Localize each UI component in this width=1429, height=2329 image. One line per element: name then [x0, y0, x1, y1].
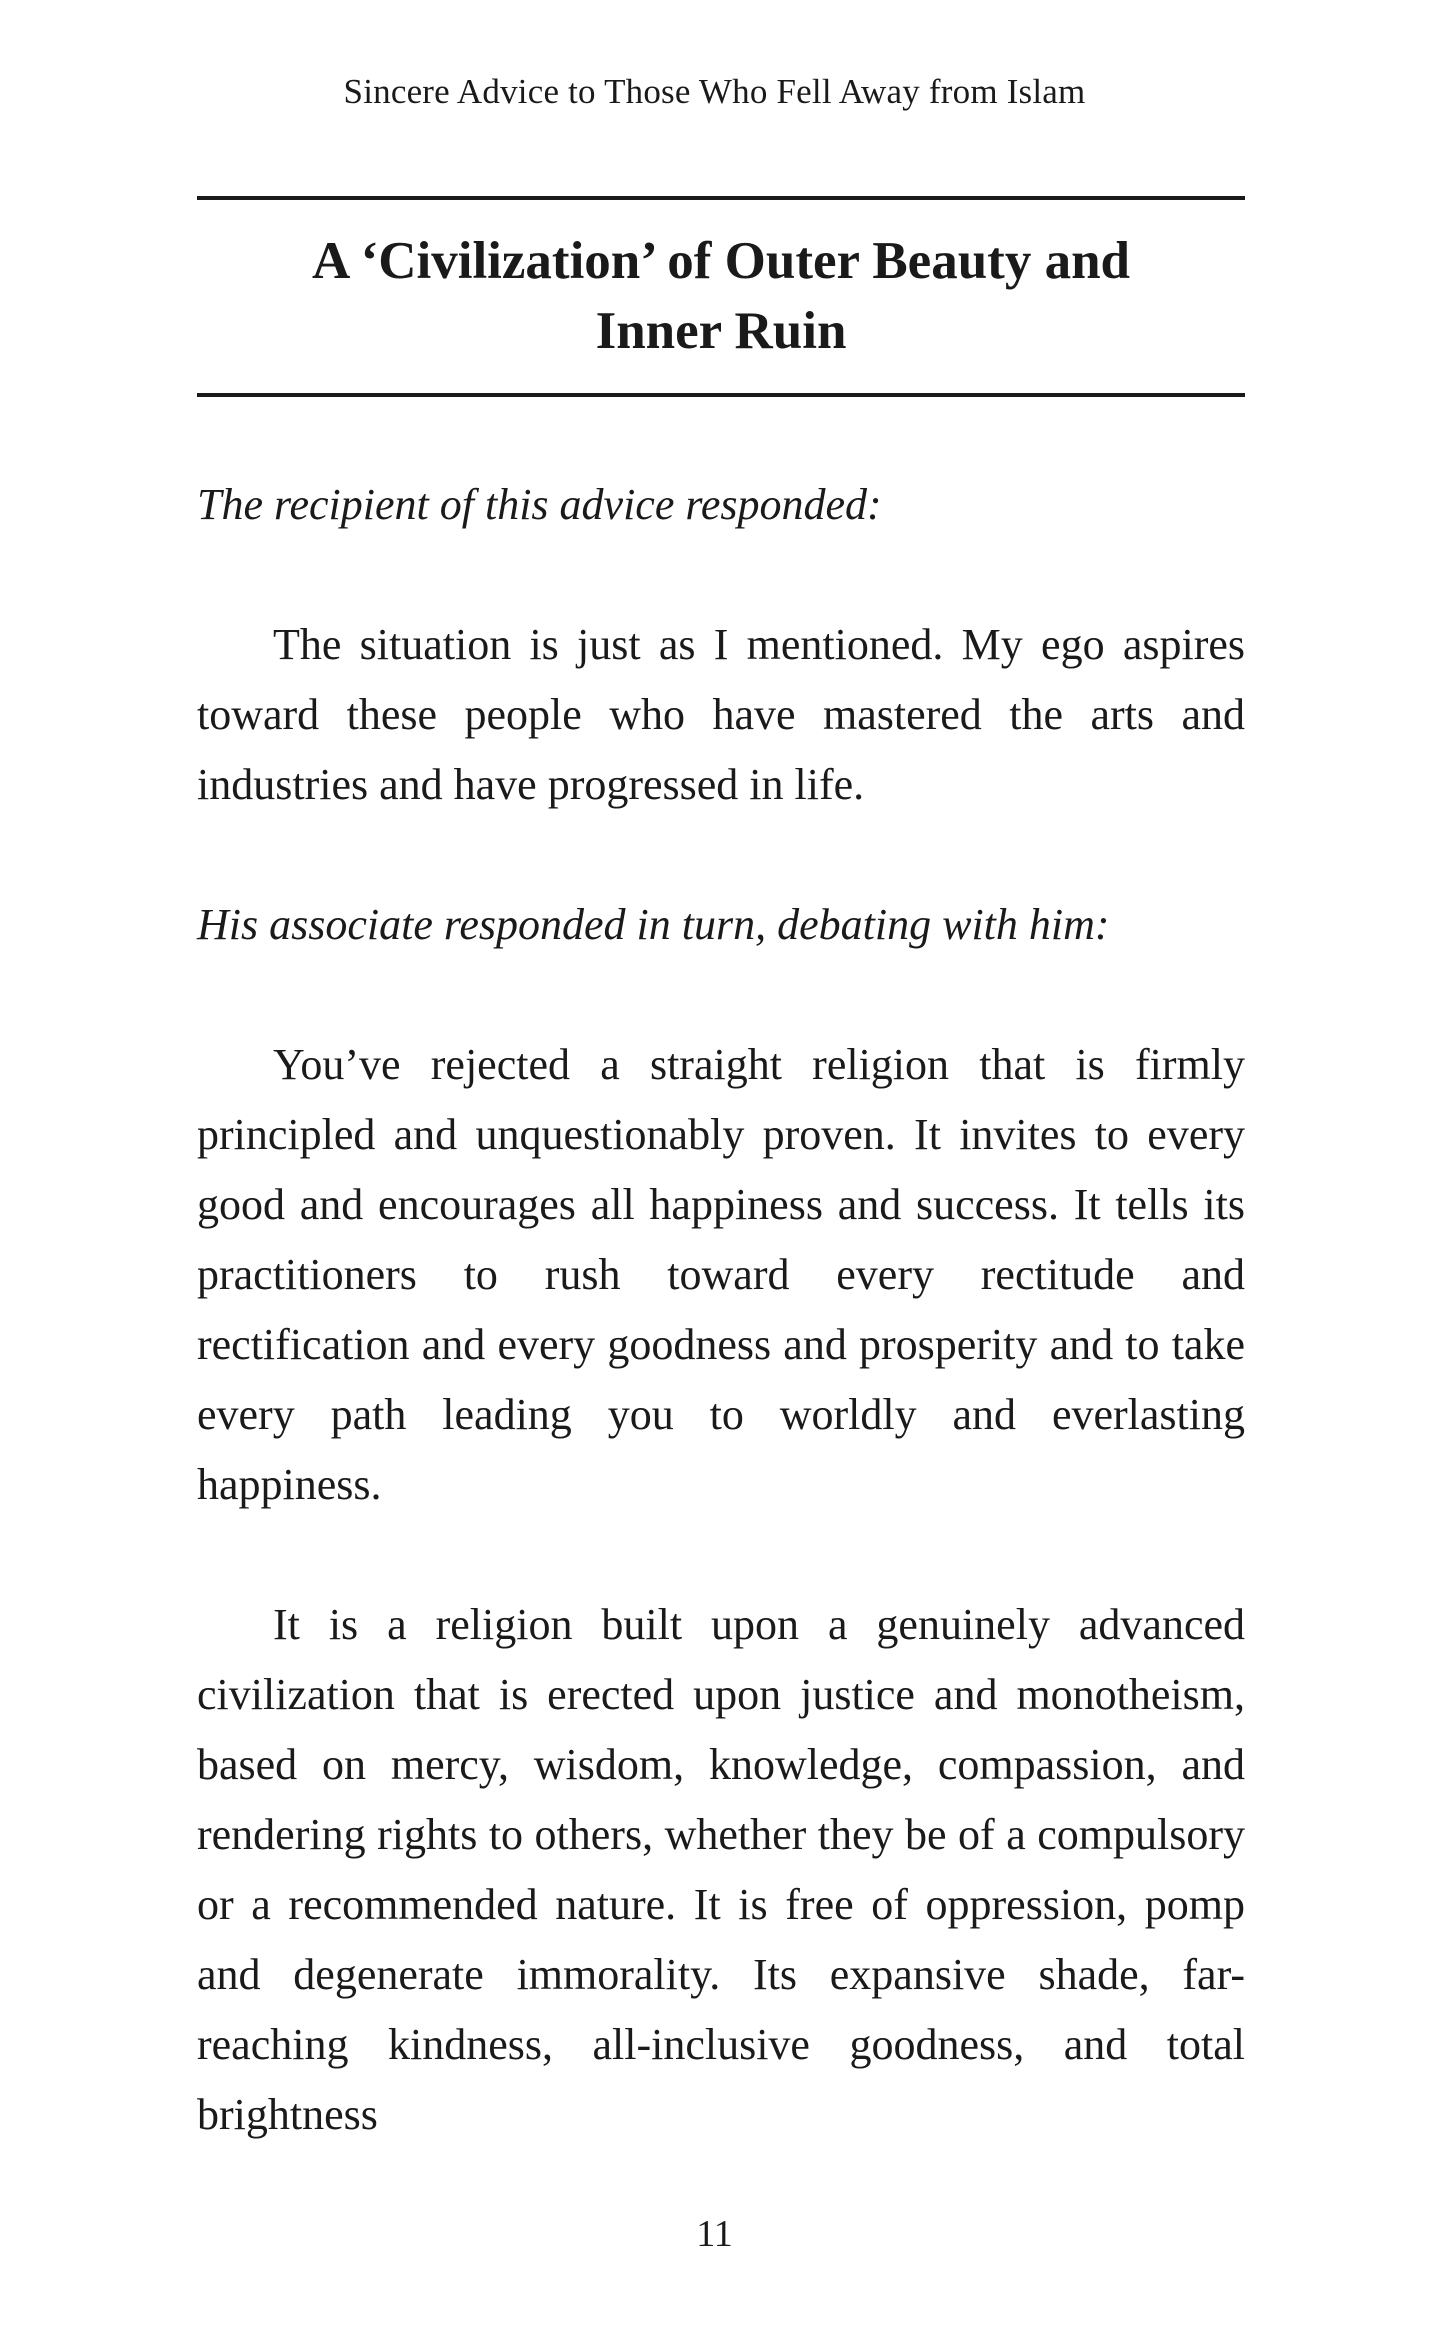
title-rule-bottom [197, 393, 1245, 397]
lead-in-associate: His associate responded in turn, debating with him: [197, 900, 1110, 949]
running-header: Sincere Advice to Those Who Fell Away from Islam [343, 72, 1086, 111]
lead-in-recipient: The recipient of this advice responded: [197, 480, 882, 529]
chapter-title-line-1: A ‘Civilization’ of Outer Beauty and [311, 232, 1131, 290]
title-rule-top [197, 196, 1245, 200]
paragraph-religion-civilization: It is a religion built upon a genuinely advanced civilization that is erected upon justice and monotheism, based on mercy, wisdom, knowledge, compassion, and rendering rights to others, whether they be of a compulsory or a recommended nature. It is free of oppression, pomp and degenerate immorality. Its expansive shade, far-reaching kindness, all-inclusive goodness, and total brightness [197, 1600, 1245, 2139]
chapter-title-line-2: Inner Ruin [595, 302, 847, 360]
paragraph-associate-reply: You’ve rejected a straight religion that is firmly principled and unquestionably proven. It invites to every good and encourages all happiness and success. It tells its practitioners to rush toward every rectitude and rectification and every goodness and prosperity and to take every path leading you to worldly and everlasting happiness. [197, 1040, 1245, 1509]
chapter-title [197, 226, 1245, 366]
paragraph-recipient-reply: The situation is just as I mentioned. My ego aspires toward these people who have mastered the arts and industries and have progressed in life. [197, 620, 1245, 809]
page-number: 11 [696, 2213, 733, 2255]
